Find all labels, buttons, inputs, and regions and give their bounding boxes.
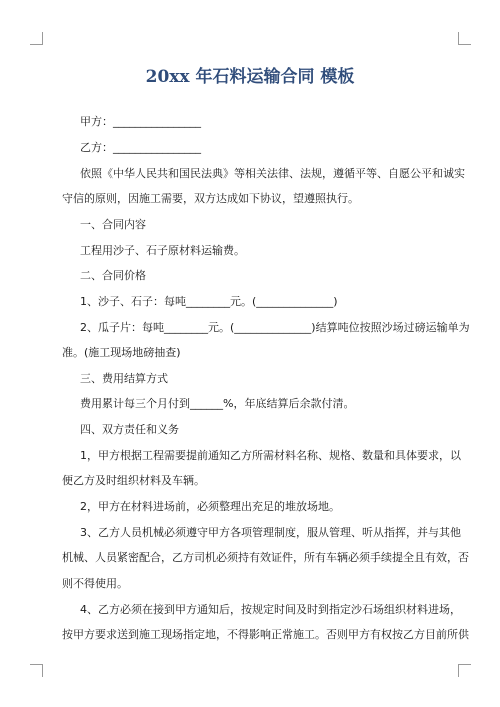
party-b-line: 乙方：________________ <box>80 141 201 154</box>
corner-mark-bottom-left <box>30 664 43 677</box>
party-a-line: 甲方：________________ <box>80 115 201 128</box>
corner-mark-bottom-right <box>458 664 471 677</box>
section-heading: 一、合同内容 <box>80 218 146 231</box>
section-heading: 三、费用结算方式 <box>80 372 168 385</box>
paragraph-line: 准。(施工现场地磅抽查) <box>62 346 181 359</box>
paragraph-line: 则不得使用。 <box>62 577 128 590</box>
paragraph-line: 1，甲方根据工程需要提前通知乙方所需材料名称、规格、数量和具体要求，以 <box>80 449 461 462</box>
section-heading: 二、合同价格 <box>80 269 146 282</box>
corner-mark-top-left <box>30 32 43 45</box>
paragraph-line: 守信的原则，因施工需要，双方达成如下协议，望遵照执行。 <box>62 192 359 205</box>
document-title: 20xx 年石料运输合同 模板 <box>145 67 355 87</box>
paragraph-line: 按甲方要求送到施工现场指定地，不得影响正常施工。否则甲方有权按乙方目前所供 <box>62 628 469 641</box>
paragraph-line: 依照《中华人民共和国民法典》等相关法律、法规，遵循平等、自愿公平和诚实 <box>80 167 465 180</box>
paragraph-line: 1、沙子、石子：每吨________元。(______________) <box>80 295 338 308</box>
paragraph-line: 费用累计每三个月付到______%，年底结算后余款付清。 <box>80 397 355 410</box>
paragraph-line: 4、乙方必须在接到甲方通知后，按规定时间及时到指定沙石场组织材料进场， <box>80 603 461 616</box>
paragraph-line: 3、乙方人员机械必须遵守甲方各项管理制度，服从管理、听从指挥，并与其他 <box>80 526 461 539</box>
paragraph-line: 2，甲方在材料进场前，必须整理出充足的堆放场地。 <box>80 500 340 513</box>
section-heading: 四、双方责任和义务 <box>80 423 179 436</box>
paragraph-line: 机械、人员紧密配合，乙方司机必须持有效证件，所有车辆必须手续提全且有效，否 <box>62 551 469 564</box>
paragraph-line: 工程用沙子、石子原材料运输费。 <box>80 244 245 257</box>
paragraph-line: 便乙方及时组织材料及车辆。 <box>62 474 205 487</box>
paragraph-line: 2、瓜子片：每吨________元。(______________)结算吨位按照沙场过磅运输单为 <box>80 321 470 334</box>
corner-mark-top-right <box>458 32 471 45</box>
